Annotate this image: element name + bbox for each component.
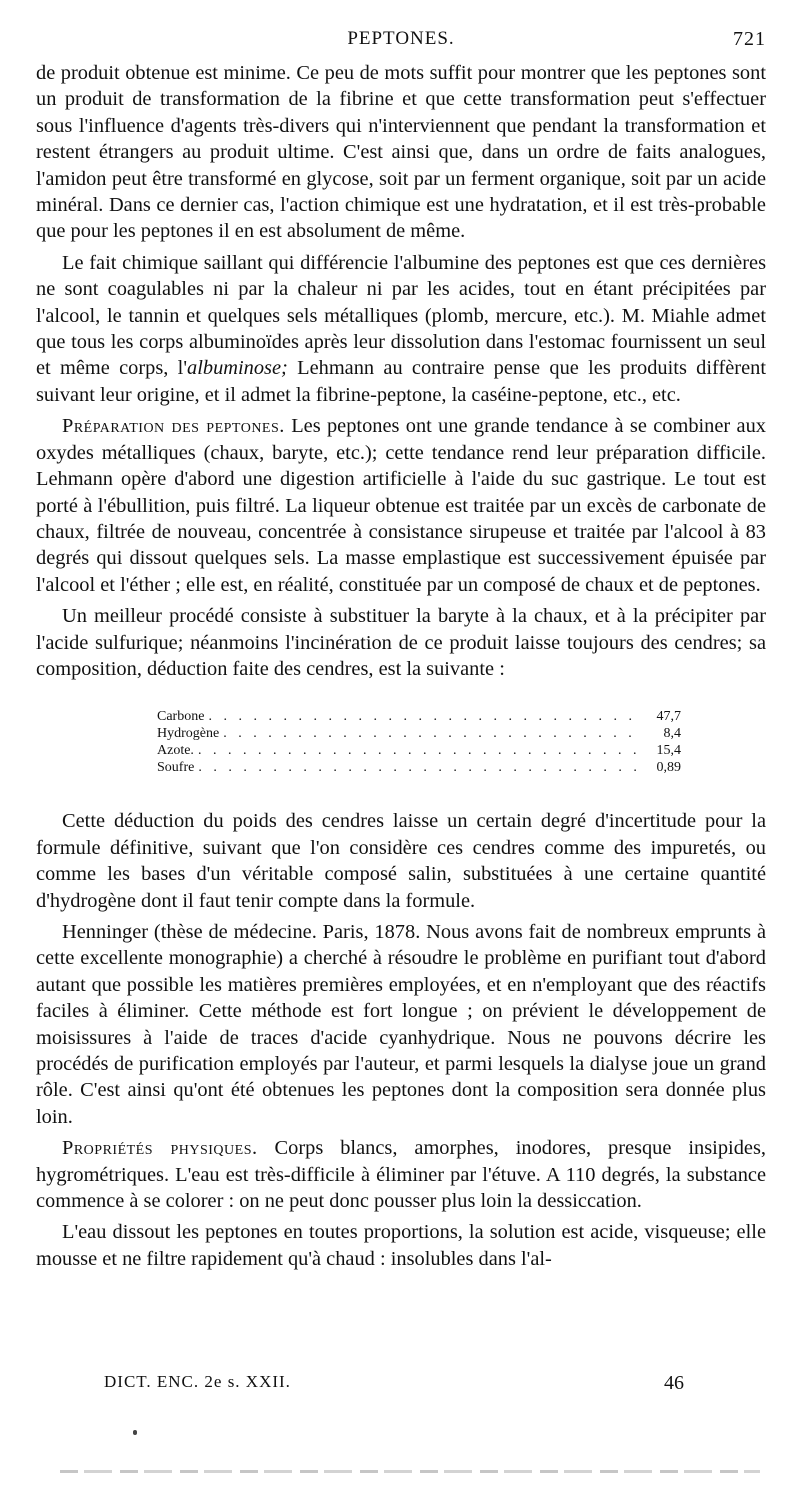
element-value: 0,89: [656, 760, 681, 776]
running-title: PEPTONES.: [347, 28, 455, 49]
scan-speck: [133, 1430, 137, 1435]
element-value: 15,4: [656, 743, 681, 759]
page-number: 721: [733, 28, 766, 50]
albuminose-term: albuminose;: [187, 357, 288, 380]
paragraph-text: Lehmann au contraire pense que les produits diffèrent suivant leur origine, et il admet la fibrine-peptone, la caséine-peptone, etc., etc.: [36, 357, 767, 406]
paragraph-text: Le fait chimique saillant qui différencie l'albumine des peptones est que ces dernières ne sont coagulables ni par la chaleur ni par les acides, tout en étant précipitées par l'alcool, le tannin et quelques sels métalliques (plomb, mercure, etc.). M. Miahle admet que tous les corps albuminoïdes après leur dissolution dans l'estomac fournissent un seul et même corps, l': [36, 251, 766, 380]
table-row: [157, 759, 681, 776]
dot-leader: [208, 708, 641, 725]
dot-leader: [198, 742, 641, 759]
paragraph-continuation: de produit obtenue est minime. Ce peu de mots suffit pour montrer que les peptones sont un produit de transformation de la fibrine et que cette transformation peut s'effectuer sous l'influence d'agents très-divers qui n'interviennent que pendant la transformation et restent étrangers au produit ultime. C'est ainsi que, dans un ordre de faits analogues, l'amidon peut être transformé en glycose, soit par un ferment organique, soit par un acide minéral. Dans ce dernier cas, l'action chimique est une hydratation, et il est très-probable que pour les peptones il en est absolument de même.: [36, 62, 766, 243]
footer-signature-line: [104, 1372, 684, 1398]
paragraph-chemical-fact: [36, 250, 766, 408]
section-heading-physical: Propriétés physiques.: [62, 1137, 258, 1160]
signature-number: 46: [664, 1372, 684, 1394]
table-row: [157, 725, 681, 742]
element-label: Hydrogène: [157, 726, 220, 742]
paragraph-solubility: L'eau dissout les peptones en toutes proportions, la solution est acide, visqueuse; elle mousse et ne filtre rapidement qu'à chaud : insolubles dans l'al-: [36, 1221, 766, 1270]
element-value: 47,7: [656, 709, 681, 725]
paragraph-physical-properties: [36, 1135, 766, 1214]
composition-table: [157, 708, 681, 776]
paragraph-better-method: Un meilleur procédé consiste à substituer la baryte à la chaux, et à la précipiter par l'acide sulfurique; néanmoins l'incinération de ce produit laisse toujours des cendres; sa composition, déduction faite des cendres, est la suivante :: [36, 605, 766, 680]
running-header: [36, 28, 766, 58]
table-row: [157, 708, 681, 725]
article-body: [36, 60, 766, 1277]
element-label: Carbone: [157, 709, 205, 725]
element-value: 8,4: [663, 726, 681, 742]
show-through-line: [60, 1470, 760, 1473]
element-label: Azote.: [157, 743, 194, 759]
paragraph-text: Les peptones ont une grande tendance à se combiner aux oxydes métalliques (chaux, baryte, etc.); cette tendance rend leur préparation difficile. Lehmann opère d'abord une digestion artificielle à l'aide du suc gastrique. Le tout est porté à l'ébullition, puis filtré. La liqueur obtenue est traitée par un excès de carbonate de chaux, filtrée de nouveau, concentrée à consistance sirupeuse et traitée par l'alcool à 83 degrés qui dissout quelques sels. La masse emplastique est successivement épuisée par l'alcool et l'éther ; elle est, en réalité, constituée par un composé de chaux et de peptones.: [36, 415, 766, 596]
dot-leader: [198, 759, 641, 776]
dot-leader: [223, 725, 641, 742]
paragraph-preparation: [36, 413, 766, 598]
paragraph-text: Corps blancs, amorphes, inodores, presque insipides, hygrométriques. L'eau est très-difficile à éliminer par l'étuve. A 110 degrés, la substance commence à se colorer : on ne peut donc pousser plus loin la dessiccation.: [36, 1137, 766, 1213]
element-label: Soufre: [157, 760, 195, 776]
section-heading-preparation: Préparation des peptones.: [62, 415, 285, 438]
printer-signature: DICT. ENC. 2e s. XXII.: [104, 1372, 291, 1391]
paragraph-henninger: Henninger (thèse de médecine. Paris, 1878. Nous avons fait de nombreux emprunts à cette excellente monographie) a cherché à résoudre le problème en purifiant tout d'abord autant que possible les matières premières employées, et en n'employant que des réactifs faciles à éliminer. Cette méthode est fort longue ; on prévient le développement de moisissures à l'aide de traces d'acide cyanhydrique. Nous ne pouvons décrire les procédés de purification employés par l'auteur, et parmi lesquels la dialyse joue un grand rôle. C'est ainsi qu'ont été obtenues les peptones dont la composition sera donnée plus loin.: [36, 920, 766, 1128]
table-row: [157, 742, 681, 759]
paragraph-ash-deduction: Cette déduction du poids des cendres laisse un certain degré d'incertitude pour la formule définitive, suivant que l'on considère ces cendres comme des impuretés, ou comme les bases d'un véritable composé salin, substituées à une certaine quantité d'hydrogène dont il faut tenir compte dans la formule.: [36, 810, 766, 912]
